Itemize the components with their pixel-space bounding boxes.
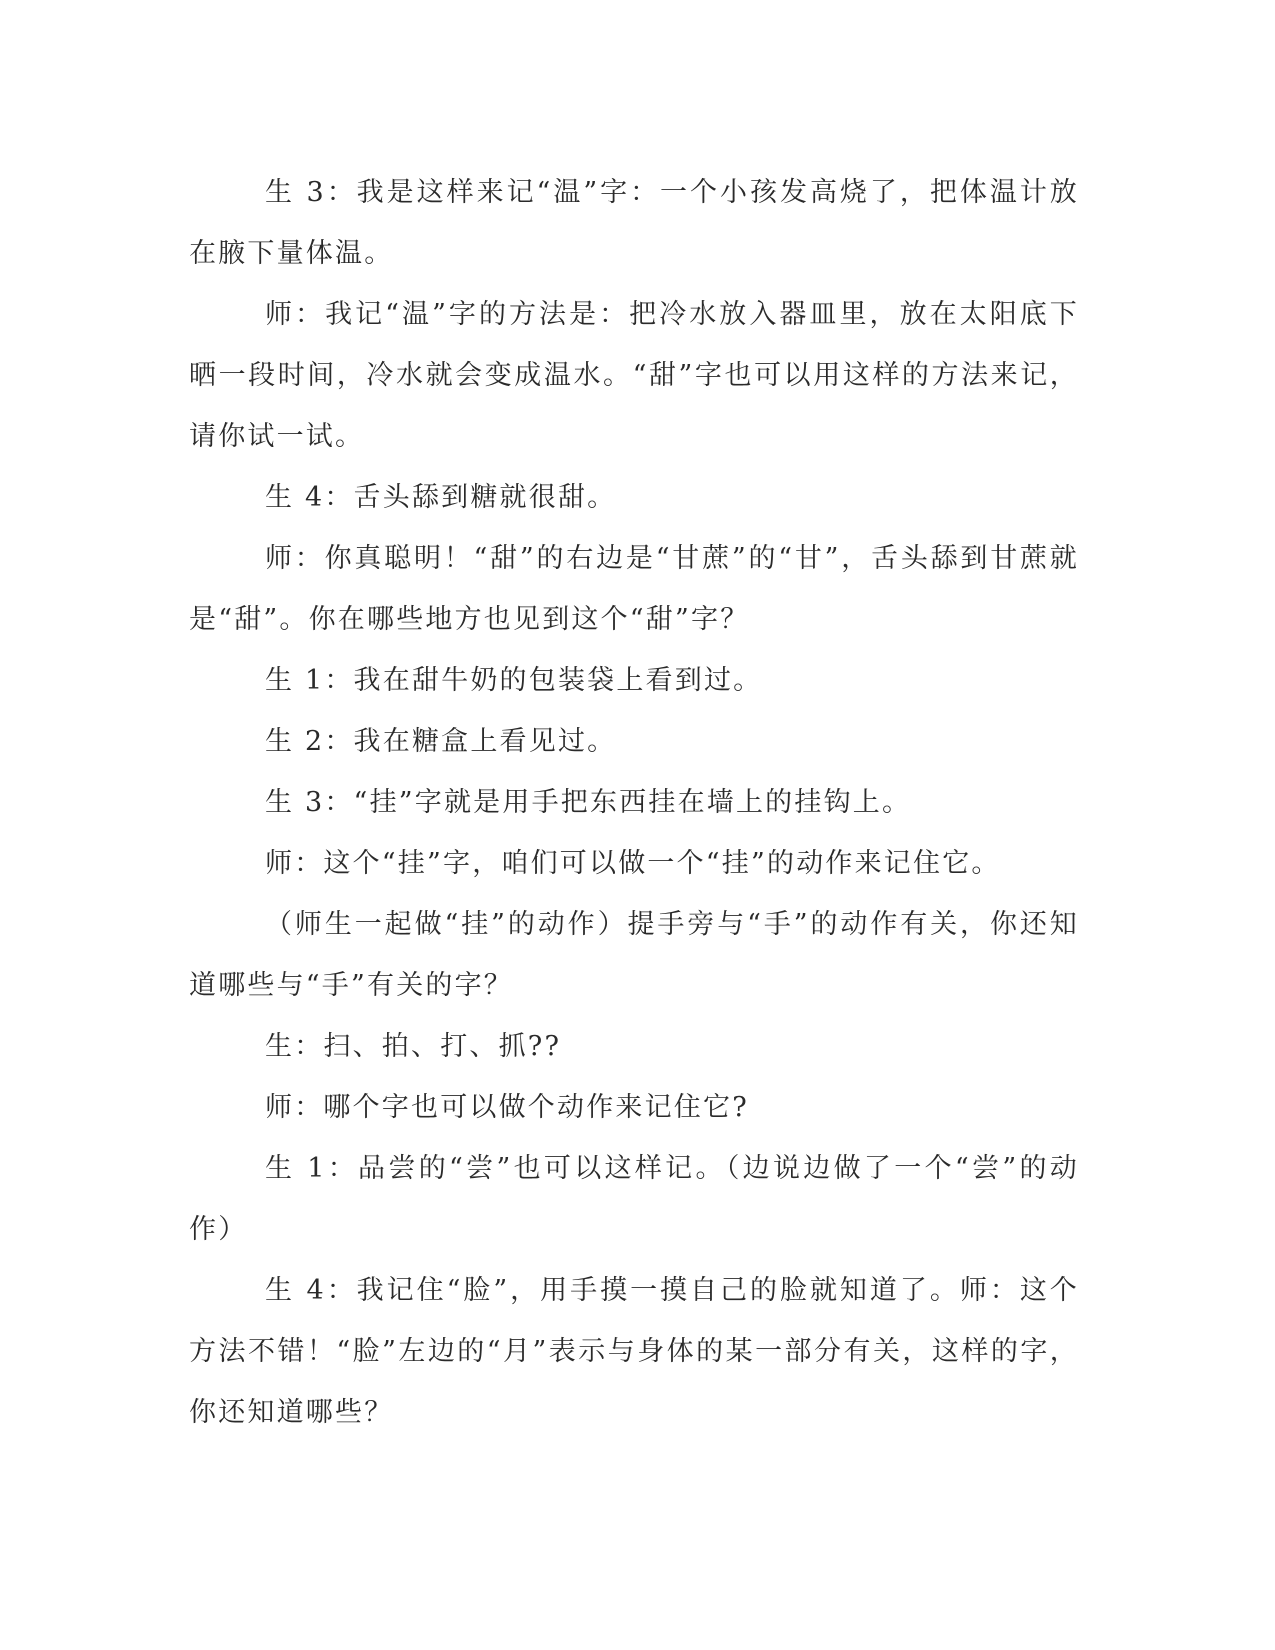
paragraph-teacher-question: 师：哪个字也可以做个动作来记住它? [265,1092,749,1123]
paragraph-student1-chang: 生 1：品尝的“尝”也可以这样记。（边说边做了一个“尝”的动作） [189,1153,1079,1245]
paragraph-student-hand-words: 生：扫、拍、打、抓?? [265,1031,562,1062]
paragraph-student3-gua: 生 3：“挂”字就是用手把东西挂在墙上的挂钩上。 [265,787,912,818]
document-body [189,162,1079,1443]
paragraph-student3-wen: 生 3：我是这样来记“温”字：一个小孩发高烧了，把体温计放在腋下量体温。 [189,177,1079,269]
paragraph-teacher-tian: 师：你真聪明！“甜”的右边是“甘蔗”的“甘”，舌头舔到甘蔗就是“甜”。你在哪些地方也见到这个“甜”字？ [189,543,1079,635]
paragraph-student2-candy-box: 生 2：我在糖盒上看见过。 [265,726,617,757]
paragraph-teacher-wen-method: 师：我记“温”字的方法是：把冷水放入器皿里，放在太阳底下晒一段时间，冷水就会变成温水。“甜”字也可以用这样的方法来记，请你试一试。 [189,299,1079,452]
paragraph-teacher-gua: 师：这个“挂”字，咱们可以做一个“挂”的动作来记住它。 [265,848,1001,879]
paragraph-hand-radical: （师生一起做“挂”的动作）提手旁与“手”的动作有关，你还知道哪些与“手”有关的字？ [189,909,1079,1001]
paragraph-student1-milk: 生 1：我在甜牛奶的包装袋上看到过。 [265,665,763,696]
paragraph-student4-lian: 生 4：我记住“脸”，用手摸一摸自己的脸就知道了。师：这个方法不错！“脸”左边的“月”表示与身体的某一部分有关，这样的字，你还知道哪些？ [189,1275,1079,1428]
paragraph-student4-tian: 生 4：舌头舔到糖就很甜。 [265,482,617,513]
